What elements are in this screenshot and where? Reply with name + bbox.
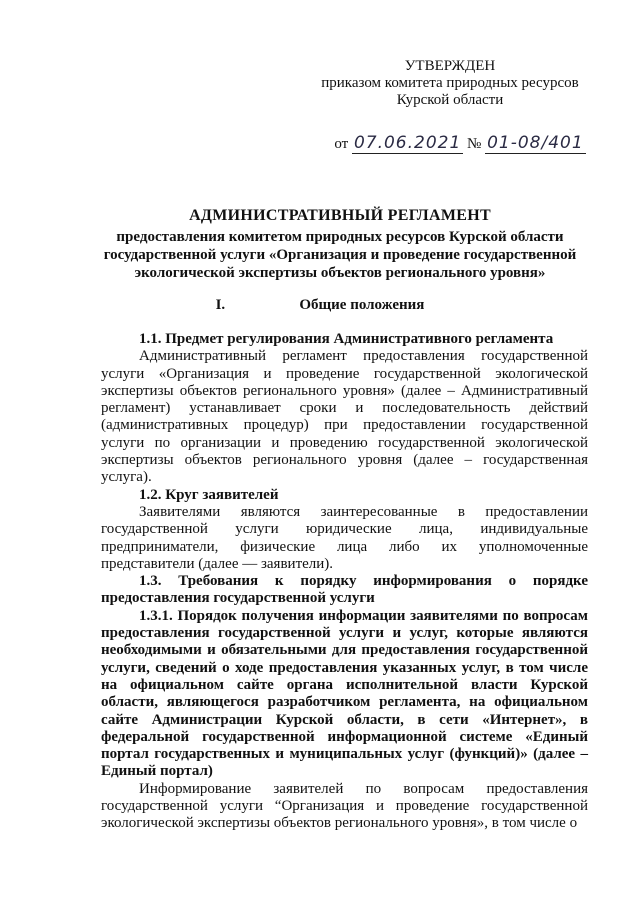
heading-1-3-1: 1.3.1. Порядок получения информации заявителями по вопросам предоставления государственной услуги и услуг, которые являются необходимыми и обязательными для предоставления государственной услуги, сведений о ходе предоставления указанных услуг, в том числе на официальном сайте органа исполнительной власти Курской области, являющегося разработчиком регламента, на официальном сайте Администрации Курской области, в сети «Интернет», в федеральной государственной информационной системе «Единый портал государственных и муниципальных услуг (функций)» (далее – Единый портал) <box>101 607 588 780</box>
date-prefix: от <box>334 136 349 152</box>
approval-region-line: Курской области <box>396 92 504 108</box>
handwritten-date: 07.06.2021 <box>353 133 462 153</box>
approval-date-number <box>300 135 600 153</box>
heading-1-1: 1.1. Предмет регулирования Административного регламента <box>139 331 554 347</box>
heading-1-3: 1.3. Требования к порядку информирования о порядке предоставления государственной услуги <box>101 573 588 607</box>
heading-1-2: 1.2. Круг заявителей <box>139 486 279 503</box>
document-title-block <box>60 206 620 282</box>
approval-stamp <box>300 58 600 153</box>
document-body <box>101 331 588 833</box>
number-prefix: № <box>467 136 482 152</box>
handwritten-number: 01-08/401 <box>487 133 584 153</box>
paragraph-1-2: Заявителями являются заинтересованные в предоставлении государственной услуги юридические лица, индивидуальные предприниматели, физические лица либо их уполномоченные представители (далее — заявители). <box>101 503 588 572</box>
paragraph-1-3-1: Информирование заявителей по вопросам предоставления государственной услуги “Организация и проведение государственной экологической экспертизы объектов регионального уровня», в том числе о <box>101 780 588 832</box>
section-title: Общие положения <box>299 297 425 313</box>
section-number: I. <box>215 297 226 313</box>
approval-order-line: приказом комитета природных ресурсов <box>321 75 579 91</box>
document-title: АДМИНИСТРАТИВНЫЙ РЕГЛАМЕНТ <box>189 207 491 224</box>
document-subtitle: предоставления комитетом природных ресурсов Курской области государственной услуги «Организация и проведение государственной экологической экспертизы объектов регионального уровня» <box>103 229 577 281</box>
section-heading <box>0 297 640 314</box>
paragraph-1-1: Административный регламент предоставления государственной услуги «Организация и проведение государственной экологической экспертизы объектов регионального уровня» (далее – Административный регламент) устанавливает сроки и последовательность действий (административных процедур) при предоставлении государственной услуги по организации и проведению государственной экологической экспертизы объектов регионального уровня (далее – государственная услуга). <box>101 348 588 486</box>
approval-title: УТВЕРЖДЕН <box>404 58 496 74</box>
